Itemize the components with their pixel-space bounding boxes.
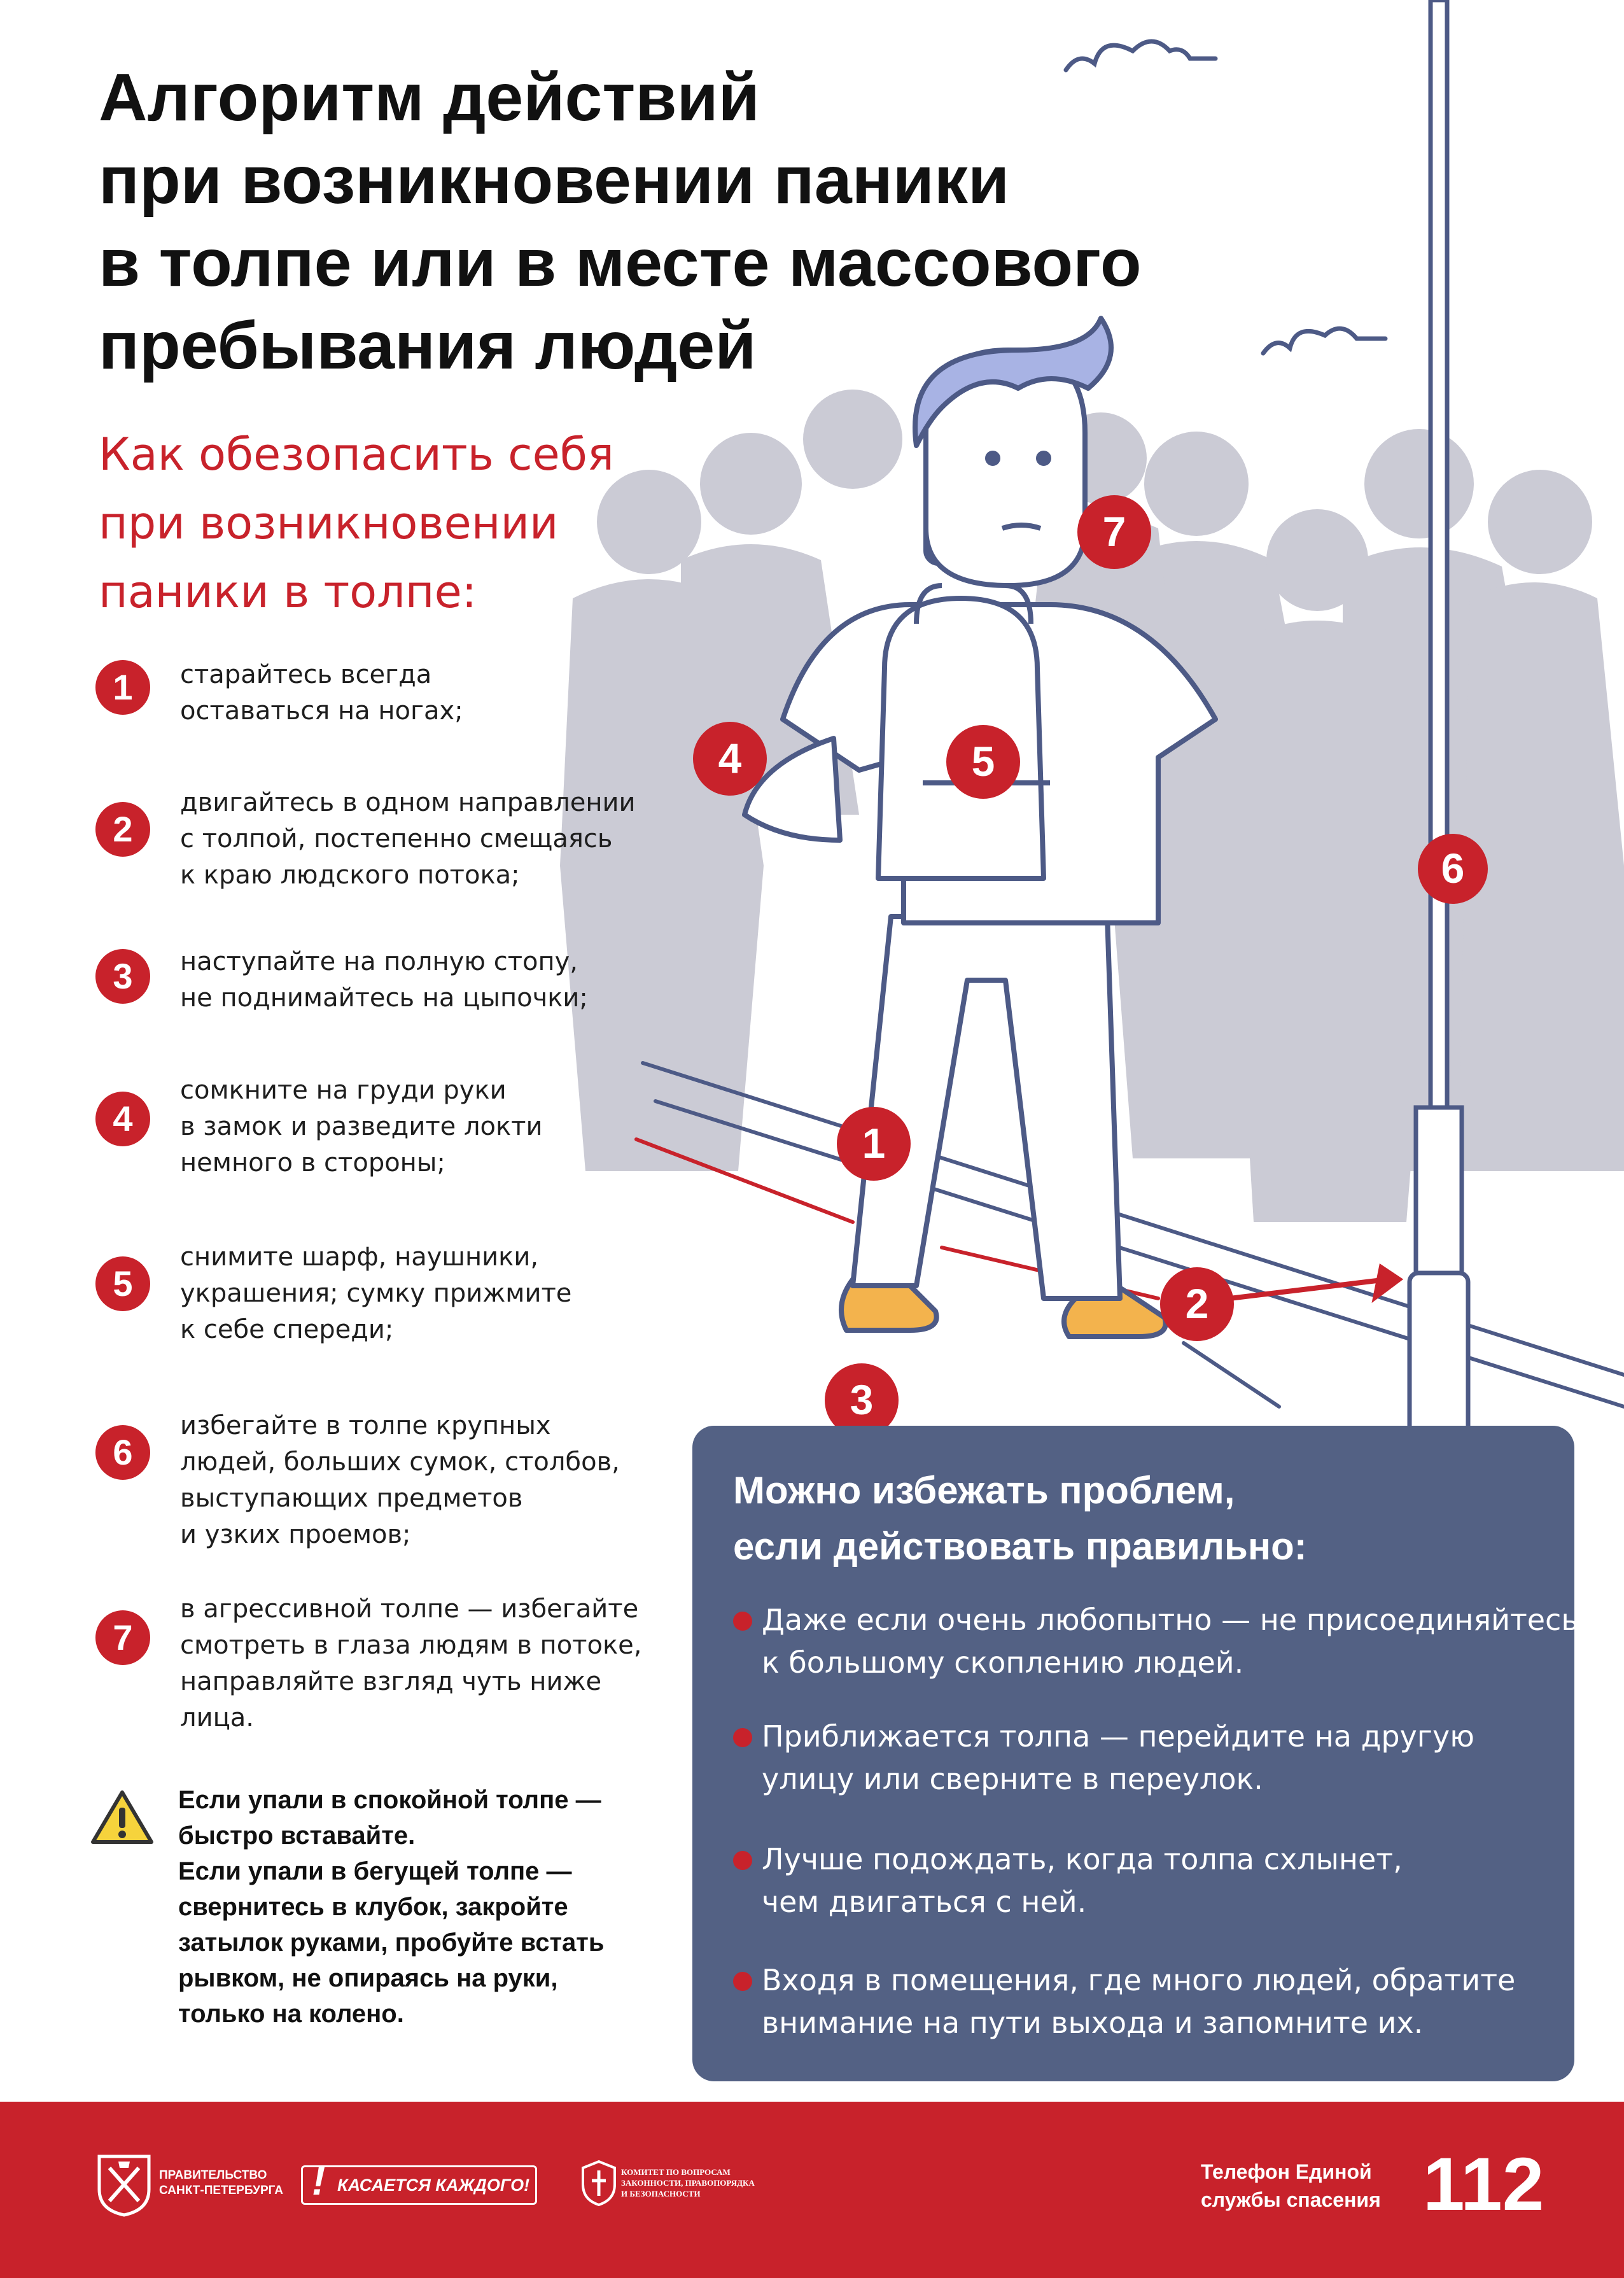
step-text-line: людей, больших сумок, столбов, — [180, 1447, 620, 1477]
warning-text — [178, 1782, 662, 2032]
advice-panel — [692, 1426, 1579, 2081]
step-text — [180, 657, 676, 729]
step-text-line: и узких проемов; — [180, 1520, 411, 1549]
step-text — [180, 1072, 676, 1181]
step-text-line: лица. — [180, 1703, 255, 1733]
step-text-line: к краю людского потока; — [180, 861, 520, 890]
panel-title — [733, 1463, 1548, 1575]
committee-logo-text — [621, 2167, 755, 2199]
marker-5 — [946, 725, 1020, 799]
step-text-line: двигайтесь в одном направлении — [180, 788, 636, 817]
tip-line: улицу или сверните в переулок. — [762, 1762, 1263, 1796]
committee-logo — [580, 2159, 771, 2216]
marker-label: 6 — [1441, 845, 1465, 892]
government-logo-line: САНКТ-ПЕТЕРБУРГА — [159, 2184, 283, 2197]
tip-line: к большому скоплению людей. — [762, 1645, 1244, 1680]
page-title — [99, 56, 1308, 387]
step-number-badge: 4 — [95, 1092, 150, 1146]
phone-label — [1201, 2158, 1381, 2214]
section-subtitle — [99, 420, 735, 626]
exclamation-icon: ! — [312, 2158, 326, 2204]
tip-line: Входя в помещения, где много людей, обратите — [762, 1963, 1516, 1997]
footer-bar — [0, 2102, 1624, 2278]
step-text-line: смотреть в глаза людям в потоке, — [180, 1631, 642, 1660]
subtitle-line: Как обезопасить себя — [99, 428, 614, 481]
step-text-line: наступайте на полную стопу, — [180, 947, 578, 976]
warning-line: Если упали в спокойной толпе — — [178, 1786, 601, 1814]
step-text-line: с толпой, постепенно смещаясь — [180, 824, 613, 854]
tip-line: чем двигаться с ней. — [762, 1885, 1087, 1919]
government-logo-text — [159, 2168, 283, 2198]
step-text-line: снимите шарф, наушники, — [180, 1242, 539, 1272]
emergency-phone-number: 112 — [1423, 2142, 1544, 2226]
warning-line: только на колено. — [178, 2000, 404, 2028]
step-text-line: украшения; сумку прижмите — [180, 1279, 572, 1308]
step-number-badge: 7 — [95, 1610, 150, 1665]
phone-label-line: Телефон Единой — [1201, 2160, 1372, 2183]
warning-line: быстро вставайте. — [178, 1822, 416, 1850]
marker-label: 5 — [971, 738, 995, 785]
step-text-line: избегайте в толпе крупных — [180, 1411, 551, 1440]
step-text-line: в агрессивной толпе — избегайте — [180, 1594, 639, 1624]
step-number-badge: 5 — [95, 1256, 150, 1311]
warning-line: свернитесь в клубок, закройте — [178, 1893, 568, 1921]
tip-text — [762, 1715, 1564, 1801]
tip-line: Лучше подождать, когда толпа схлынет, — [762, 1842, 1403, 1876]
step-text-line: оставаться на ногах; — [180, 696, 463, 726]
subtitle-line: паники в толпе: — [99, 566, 477, 618]
government-logo-line: ПРАВИТЕЛЬСТВО — [159, 2169, 267, 2182]
campaign-logo-text: КАСАЕТСЯ КАЖДОГО! — [337, 2176, 530, 2195]
step-text — [180, 785, 676, 894]
marker-1 — [837, 1107, 911, 1181]
marker-label: 7 — [1102, 508, 1126, 555]
step-text-line: направляйте взгляд чуть ниже — [180, 1667, 602, 1696]
subtitle-line: при возникновении — [99, 497, 559, 549]
marker-label: 2 — [1185, 1280, 1209, 1327]
warning-line: затылок руками, пробуйте встать — [178, 1929, 605, 1957]
shield-icon — [580, 2159, 617, 2207]
step-text-line: в замок и разведите локти — [180, 1112, 543, 1141]
bullet-icon — [733, 1972, 752, 1991]
marker-label: 1 — [862, 1120, 886, 1167]
panel-title-line: Можно избежать проблем, — [733, 1469, 1235, 1512]
step-text — [180, 944, 676, 1016]
marker-2 — [1160, 1267, 1234, 1341]
marker-label: 3 — [850, 1376, 874, 1423]
step-number-badge: 1 — [95, 660, 150, 715]
step-text-line: к себе спереди; — [180, 1315, 394, 1344]
step-text-line: не поднимайтесь на цыпочки; — [180, 983, 588, 1013]
step-text-line: старайтесь всегда — [180, 660, 432, 689]
committee-logo-line: КОМИТЕТ ПО ВОПРОСАМ — [621, 2167, 731, 2177]
marker-label: 4 — [718, 735, 742, 782]
bullet-icon — [733, 1851, 752, 1870]
warning-triangle-icon — [89, 1789, 155, 1847]
coat-of-arms-icon — [95, 2151, 153, 2218]
tip-text — [762, 1959, 1564, 2044]
warning-line: Если упали в бегущей толпе — — [178, 1857, 572, 1885]
title-line: пребывания людей — [99, 308, 757, 383]
tip-text — [762, 1838, 1564, 1923]
title-line: Алгоритм действий — [99, 60, 760, 135]
step-text-line: выступающих предметов — [180, 1484, 523, 1513]
tip-line: Приближается толпа — перейдите на другую — [762, 1719, 1474, 1754]
phone-label-line: службы спасения — [1201, 2188, 1381, 2211]
campaign-logo — [301, 2158, 537, 2205]
step-number-badge: 3 — [95, 949, 150, 1004]
panel-title-line: если действовать правильно: — [733, 1525, 1307, 1568]
step-text-line: немного в стороны; — [180, 1148, 445, 1178]
bullet-icon — [733, 1728, 752, 1747]
tip-line: Даже если очень любопытно — не присоединяйтесь — [762, 1603, 1579, 1637]
step-text-line: сомкните на груди руки — [180, 1076, 507, 1105]
step-number-badge: 2 — [95, 802, 150, 857]
committee-logo-line: ЗАКОННОСТИ, ПРАВОПОРЯДКА — [621, 2178, 755, 2188]
tip-line: внимание на пути выхода и запомните их. — [762, 2006, 1424, 2040]
step-text — [180, 1591, 676, 1736]
committee-logo-line: И БЕЗОПАСНОСТИ — [621, 2189, 701, 2198]
marker-7 — [1077, 495, 1151, 569]
title-line: в толпе или в месте массового — [99, 225, 1142, 300]
step-text — [180, 1239, 676, 1348]
bullet-icon — [733, 1612, 752, 1631]
title-line: при возникновении паники — [99, 143, 1010, 218]
step-number-badge: 6 — [95, 1425, 150, 1480]
warning-line: рывком, не опираясь на руки, — [178, 1964, 558, 1992]
marker-4 — [693, 722, 767, 796]
tip-text — [762, 1599, 1579, 1684]
step-text — [180, 1408, 676, 1553]
marker-6 — [1418, 834, 1488, 904]
